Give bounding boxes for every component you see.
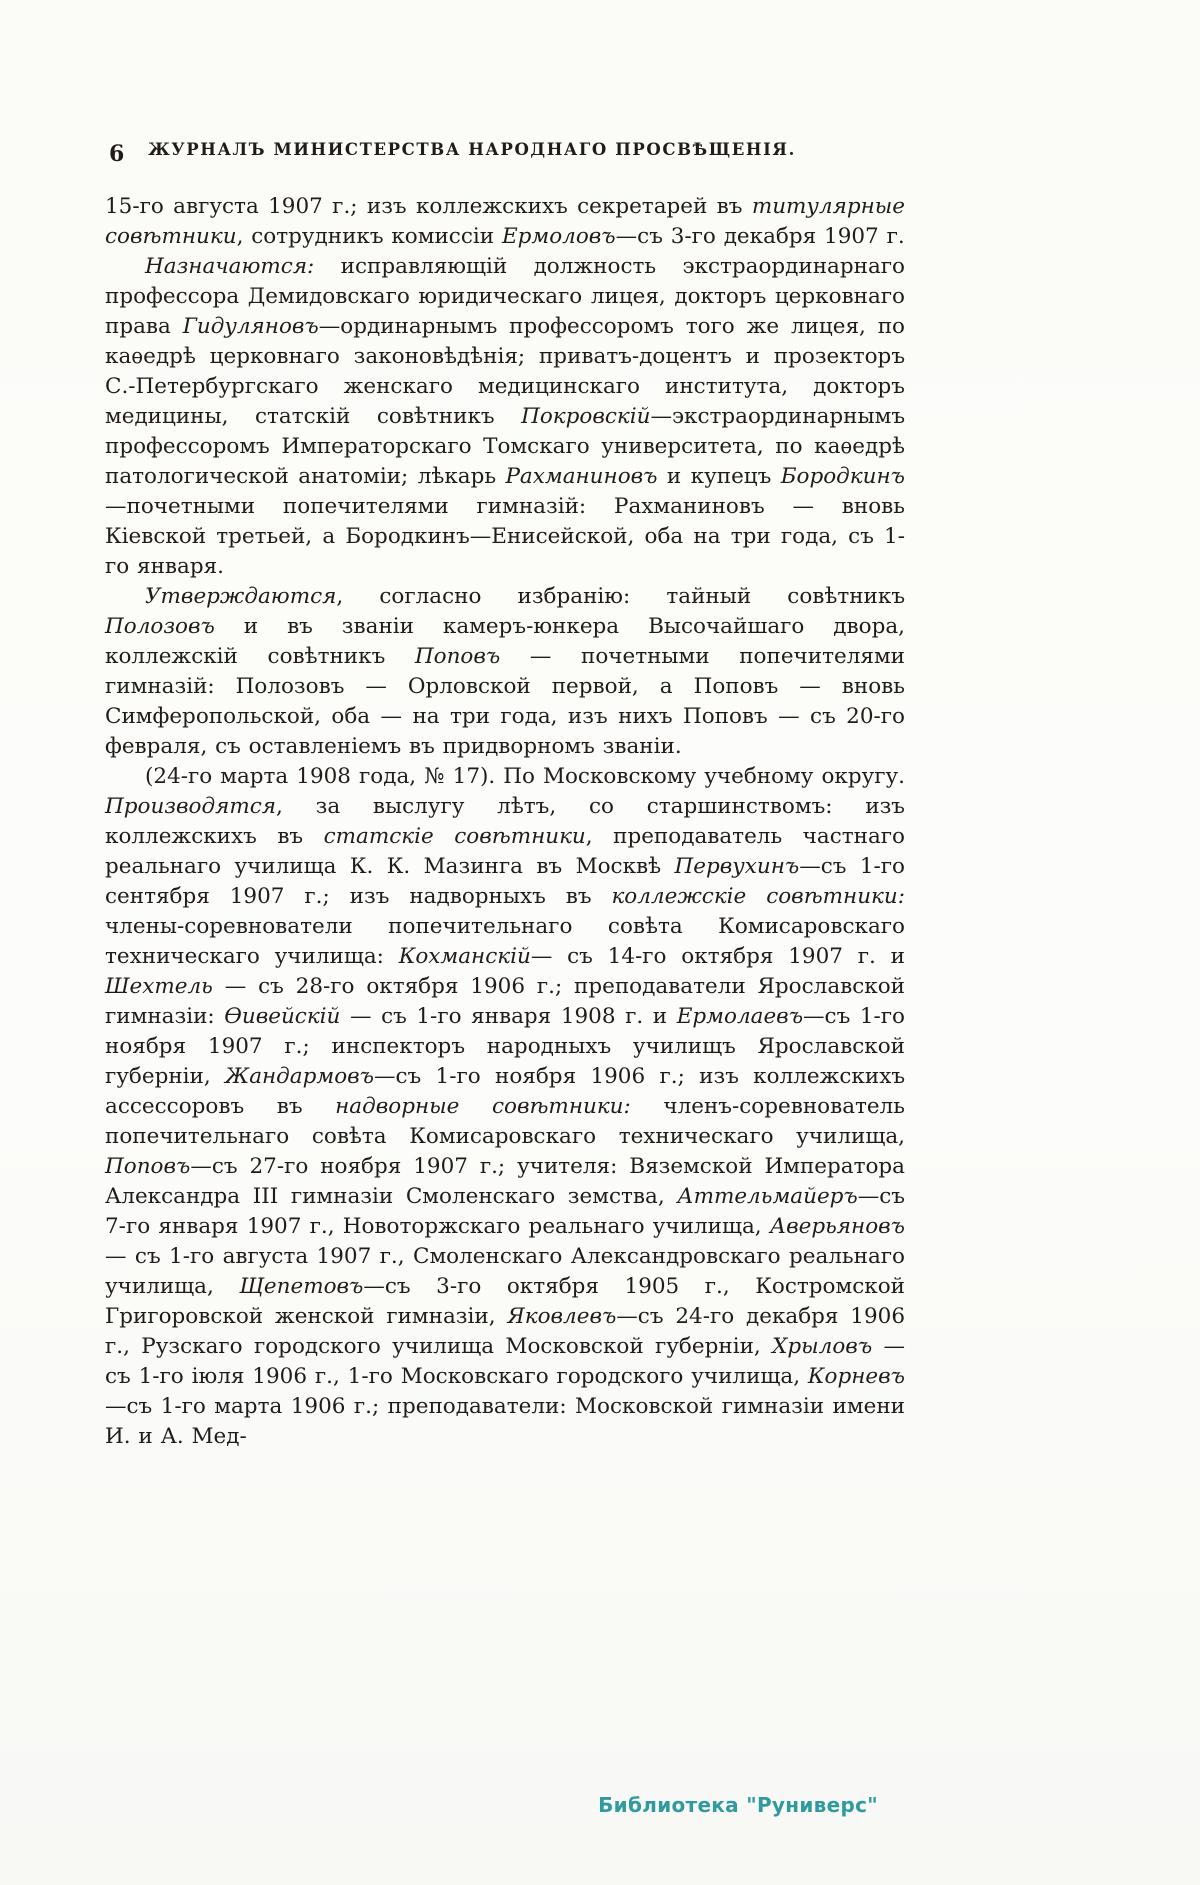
text-run: — съ 28-го октября 1906 г.; преподаватели Ярославской гимназіи: — [105, 974, 905, 1029]
running-title: ЖУРНАЛЪ МИНИСТЕРСТВА НАРОДНАГО ПРОСВѢЩЕНІЯ. — [148, 140, 796, 159]
text-run: — съ 14-го октября 1907 г. и — [530, 944, 905, 969]
text-run: — съ 1-го августа 1907 г., Смоленскаго Александровскаго реальнаго училища, — [105, 1244, 905, 1299]
text-run: и въ званіи камеръ-юнкера Высочайшаго двора, коллежскій совѣтникъ — [105, 614, 905, 669]
text-run: (24-го марта 1908 года, № 17). По Московскому учебному округу. — [145, 764, 905, 789]
text-run: — почетными попечителями гимназій: Полозовъ — Орловской первой, а Поповъ — вновь Симферопольской, оба — на три года, изъ нихъ Поповъ — съ 20-го февраля, съ оставленіемъ въ придворномъ званіи. — [105, 644, 905, 759]
text-run: —ординарнымъ профессоромъ того же лицея, по каѳедрѣ церковнаго законовѣдѣнія; приватъ-доцентъ и прозекторъ С.-Петербургскаго женскаго медицинскаго института, докторъ медицины, статскій совѣтникъ — [105, 314, 905, 429]
text-run: —съ 24-го декабря 1906 г., Рузскаго городского училища Московской губерніи, — [105, 1304, 905, 1359]
italic-run: Производятся — [105, 794, 277, 819]
italic-run: коллежскіе совѣтники: — [611, 884, 905, 909]
italic-run: статскіе совѣтники — [323, 824, 586, 849]
text-run: —съ 27-го ноября 1907 г.; учителя: Вяземской Императора Александра III гимназіи Смоленскаго земства, — [105, 1154, 905, 1209]
text-run: члены-соревнователи попечительнаго совѣта Комисаровскаго техническаго училища: — [105, 914, 905, 969]
text-run: , сотрудникъ комиссіи — [236, 224, 502, 249]
paragraph — [105, 582, 905, 762]
text-run: —съ 3-го октября 1905 г., Костромской Григоровской женской гимназіи, — [105, 1274, 905, 1329]
italic-run: Аверьяновъ — [769, 1214, 905, 1239]
paragraph — [105, 192, 905, 252]
paragraph — [105, 762, 905, 1452]
italic-run: Рахманиновъ — [505, 464, 658, 489]
italic-run: Аттельмайеръ — [677, 1184, 858, 1209]
italic-run: Корневъ — [807, 1364, 905, 1389]
italic-run: Покровскій — [521, 404, 651, 429]
text-run: исправляющій должность экстраординарнаго профессора Демидовскаго юридическаго лицея, докторъ церковнаго права — [105, 254, 905, 339]
italic-run: Бородкинъ — [780, 464, 905, 489]
italic-run: Поповъ — [105, 1154, 191, 1179]
italic-run: Полозовъ — [105, 614, 215, 639]
text-run: —съ 7-го января 1907 г., Новоторжскаго реальнаго училища, — [105, 1184, 905, 1239]
text-run: —почетными попечителями гимназій: Рахманиновъ — вновь Кіевской третьей, а Бородкинъ—Енисейской, оба на три года, съ 1-го января. — [105, 494, 905, 579]
text-run: — съ 1-го іюля 1906 г., 1-го Московскаго городского училища, — [105, 1334, 906, 1389]
text-run: —съ 1-го ноября 1906 г.; изъ коллежскихъ ассессоровъ въ — [105, 1064, 905, 1119]
page-number: 6 — [109, 141, 125, 167]
italic-run: Хрыловъ — [772, 1334, 873, 1359]
italic-run: надворные совѣтники: — [335, 1094, 631, 1119]
text-run: —экстраординарнымъ профессоромъ Императорскаго Томскаго университета, по каѳедрѣ патологической анатоміи; лѣкарь — [105, 404, 905, 489]
italic-run: Первухинъ — [674, 854, 800, 879]
text-run: —съ 3-го декабря 1907 г. — [615, 224, 905, 249]
italic-run: Щепетовъ — [239, 1274, 364, 1299]
italic-run: Ѳивейскій — [224, 1004, 341, 1029]
italic-run: Жандармовъ — [225, 1064, 375, 1089]
text-run: — съ 1-го января 1908 г. и — [340, 1004, 677, 1029]
italic-run: титулярные совѣтники — [105, 194, 905, 249]
italic-run: Ермоловъ — [501, 224, 616, 249]
paragraph — [105, 252, 905, 582]
italic-run: Яковлевъ — [507, 1304, 617, 1329]
library-watermark: Библиотека "Руниверс" — [598, 1793, 878, 1817]
text-run: 15-го августа 1907 г.; изъ коллежскихъ секретарей въ — [105, 194, 752, 219]
italic-run: Гидуляновъ — [182, 314, 319, 339]
italic-run: Кохманскій — [398, 944, 531, 969]
text-run: —съ 1-го марта 1906 г.; преподаватели: Московской гимназіи имени И. и А. Мед- — [105, 1394, 905, 1449]
text-run: членъ-соревнователь попечительнаго совѣта Комисаровскаго техническаго училища, — [105, 1094, 905, 1149]
italic-run: Ермолаевъ — [676, 1004, 804, 1029]
text-run: —съ 1-го сентября 1907 г.; изъ надворныхъ въ — [105, 854, 905, 909]
page-header — [105, 140, 905, 170]
italic-run: Поповъ — [414, 644, 501, 669]
text-run: , преподаватель частнаго реальнаго училища К. К. Мазинга въ Москвѣ — [105, 824, 905, 879]
text-run: , согласно избранію: тайный совѣтникъ — [336, 584, 905, 609]
italic-run: Шехтель — [105, 974, 213, 999]
page-body — [105, 192, 905, 1452]
text-run: , за выслугу лѣтъ, со старшинствомъ: изъ коллежскихъ въ — [105, 794, 905, 849]
text-run: —съ 1-го ноября 1907 г.; инспекторъ народныхъ училищъ Ярославской губерніи, — [105, 1004, 905, 1089]
italic-run: Утверждаются — [145, 584, 337, 609]
italic-run: Назначаются: — [145, 254, 315, 279]
text-run: и купецъ — [657, 464, 781, 489]
